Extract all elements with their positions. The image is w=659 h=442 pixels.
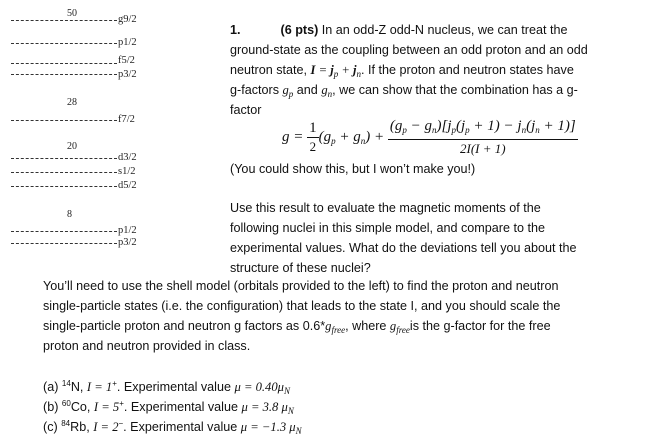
problem-line-2: ground-state as the coupling between an odd proton and an odd	[230, 43, 588, 57]
para2-line-4: structure of these nuclei?	[230, 261, 371, 275]
problem-line-1: 1. (6 pts) In an odd-Z odd-N nucleus, we can treat the	[230, 23, 568, 37]
level-line	[11, 74, 117, 75]
magic-number-28: 28	[67, 97, 77, 108]
level-label-s1-2: s1/2	[118, 166, 136, 177]
level-line	[11, 186, 117, 187]
level-line	[11, 120, 117, 121]
level-label-d5-2: d5/2	[118, 180, 137, 191]
problem-line-4: g-factors $g_p$ and $g_n$, we can show that the combination has a g-	[230, 83, 578, 99]
spin-coupling-expression: $I = j_p + j_n$	[310, 63, 362, 79]
level-label-p3-2: p3/2	[118, 69, 137, 80]
level-label-g9-2: g9/2	[118, 14, 137, 25]
gp-symbol: $g_p$	[282, 83, 294, 99]
para2-line-2: following nuclei in this simple model, and compare to the	[230, 221, 546, 235]
level-line	[11, 243, 117, 244]
level-label-p1-2: p1/2	[118, 37, 137, 48]
magic-number-8: 8	[67, 209, 72, 220]
problem-number: 1.	[230, 23, 241, 37]
level-label-f5-2: f5/2	[118, 55, 135, 66]
level-label-p3-2: p3/2	[118, 237, 137, 248]
problem-points: (6 pts)	[280, 23, 319, 37]
level-label-f7-2: f7/2	[118, 114, 135, 125]
shell-model-diagram	[0, 0, 175, 270]
level-line	[11, 20, 117, 21]
question-b: (b) $^{60}$Co, I = 5+. Experimental value μ = 3.8 $\mu_N$	[43, 399, 294, 416]
question-c: (c) $^{84}$Rb, I = 2−. Experimental value μ = −1.3 $\mu_N$	[43, 419, 302, 436]
para2-line-3: experimental values. What do the deviations tell you about the	[230, 241, 577, 255]
one-half-fraction: $\frac{1}{2}$	[309, 120, 317, 154]
level-line	[11, 231, 117, 232]
g-free-symbol: $g_{free}$	[325, 319, 346, 335]
g-factor-formula: g = $\frac{1}{2}$ $(g_p + g_n)$ + $\frac{(g_p - g_n)[j_p(j_p + 1) - j_n(j_n + 1)]}{2I(I + 1)}$	[282, 118, 576, 156]
para3-line-4: proton and neutron provided in class.	[43, 339, 251, 353]
problem-line-3: neutron state, $I = j_p + j_n$. If the proton and neutron states have	[230, 63, 574, 79]
level-label-p1-2: p1/2	[118, 225, 137, 236]
g-free-symbol: $g_{free}$	[389, 319, 410, 335]
para3-line-1: You’ll need to use the shell model (orbitals provided to the left) to find the proton and neutron	[43, 279, 559, 293]
level-line	[11, 158, 117, 159]
gn-symbol: $g_n$	[321, 83, 333, 99]
level-line	[11, 43, 117, 44]
para2-line-1: Use this result to evaluate the magnetic moments of the	[230, 201, 541, 215]
main-fraction: $\frac{(g_p - g_n)[j_p(j_p + 1) - j_n(j_n + 1)]}{2I(I + 1)}$	[389, 118, 576, 156]
magic-number-20: 20	[67, 141, 77, 152]
level-line	[11, 63, 117, 64]
level-line	[11, 172, 117, 173]
problem-line-5: factor	[230, 103, 262, 117]
question-a: (a) $^{14}$N, I = 1+. Experimental value $\mu = 0.40\mu_N$	[43, 379, 290, 396]
para3-line-2: single-particle states (i.e. the configuration) that leads to the state I, and you should scale the	[43, 299, 561, 313]
problem-note: (You could show this, but I won’t make you!)	[230, 162, 476, 176]
magic-number-50: 50	[67, 8, 77, 19]
para3-line-3: single-particle proton and neutron g factors as $0.6*g_{free}$, where $g_{free}is$ the g-factor for the free	[43, 319, 551, 335]
level-label-d3-2: d3/2	[118, 152, 137, 163]
